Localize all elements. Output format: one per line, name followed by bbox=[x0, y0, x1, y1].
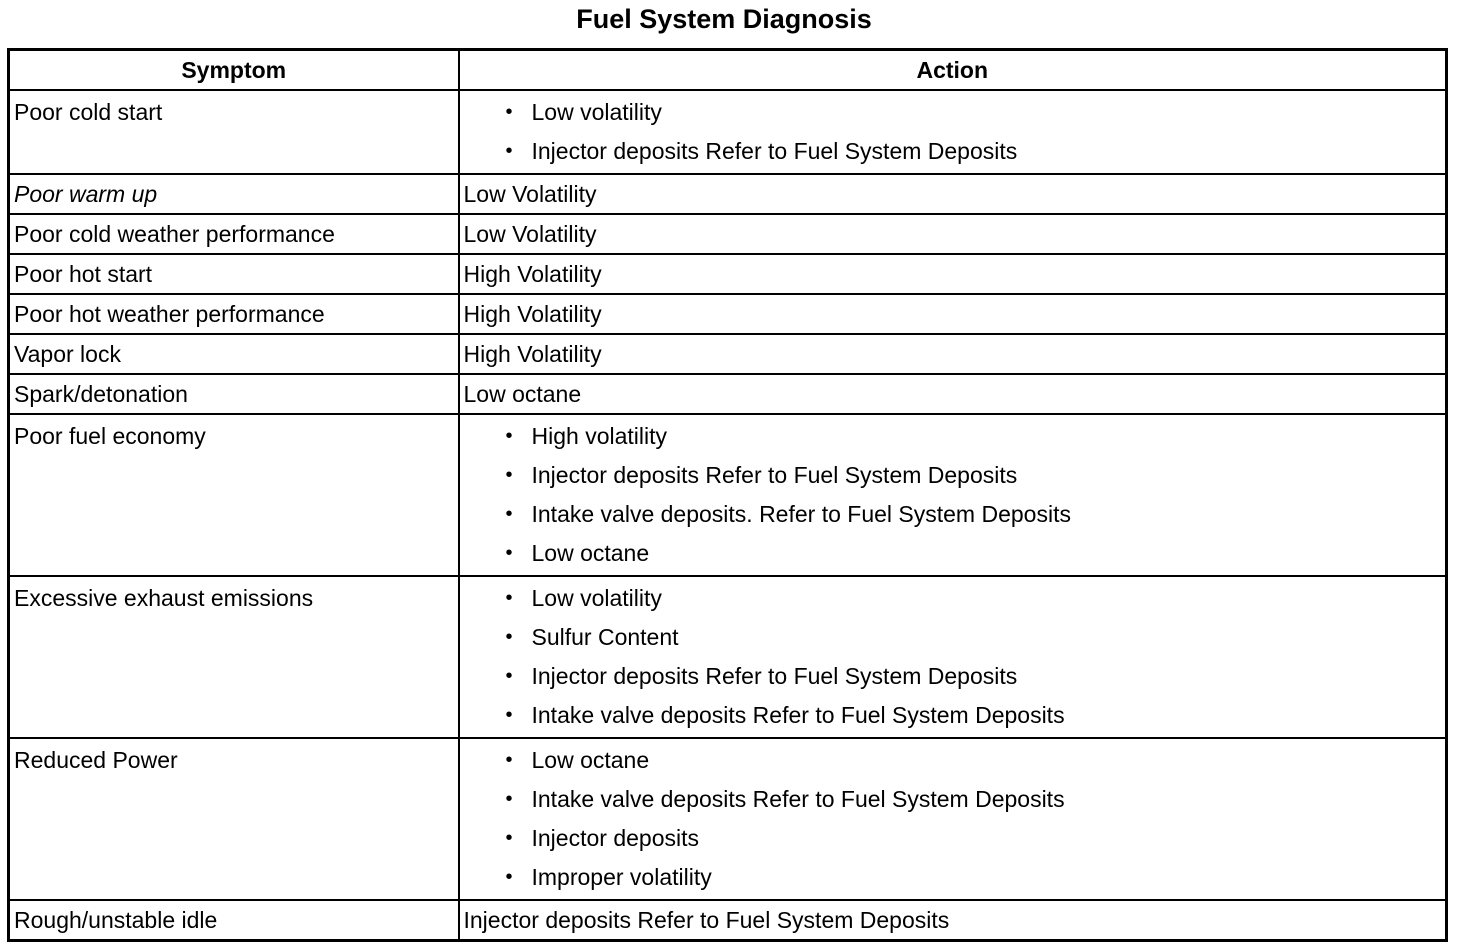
bullet-icon: • bbox=[505, 464, 513, 486]
list-item bbox=[502, 819, 1442, 858]
bullet-icon: • bbox=[505, 749, 513, 771]
action-text: Intake valve deposits. Refer to Fuel System Deposits bbox=[531, 501, 1071, 527]
bullet-icon: • bbox=[505, 503, 513, 525]
table-row bbox=[9, 576, 1447, 738]
table-header-row bbox=[9, 50, 1447, 91]
symptom-cell: Poor cold start bbox=[9, 90, 459, 174]
symptom-cell: Poor hot start bbox=[9, 254, 459, 294]
action-text: Injector deposits Refer to Fuel System Deposits bbox=[531, 462, 1018, 488]
action-text: Sulfur Content bbox=[531, 624, 679, 650]
action-text: Low octane bbox=[531, 747, 650, 773]
list-item bbox=[502, 618, 1442, 657]
symptom-cell: Poor fuel economy bbox=[9, 414, 459, 576]
action-cell: Low octane bbox=[459, 374, 1447, 414]
bullet-icon: • bbox=[505, 101, 513, 123]
symptom-cell: Reduced Power bbox=[9, 738, 459, 900]
table-row bbox=[9, 900, 1447, 941]
symptom-cell: Poor hot weather performance bbox=[9, 294, 459, 334]
symptom-cell: Excessive exhaust emissions bbox=[9, 576, 459, 738]
action-cell: High Volatility bbox=[459, 294, 1447, 334]
table-row bbox=[9, 254, 1447, 294]
diagnosis-table bbox=[7, 48, 1448, 942]
bullet-icon: • bbox=[505, 542, 513, 564]
action-cell: High Volatility bbox=[459, 254, 1447, 294]
action-cell: Low Volatility bbox=[459, 174, 1447, 214]
action-cell: High Volatility bbox=[459, 334, 1447, 374]
bullet-icon: • bbox=[505, 425, 513, 447]
table-row bbox=[9, 294, 1447, 334]
action-text: Injector deposits Refer to Fuel System Deposits bbox=[531, 663, 1018, 689]
list-item bbox=[502, 93, 1442, 132]
action-text: Injector deposits Refer to Fuel System Deposits bbox=[531, 138, 1018, 164]
action-text: High volatility bbox=[531, 423, 667, 449]
action-list bbox=[464, 93, 1442, 171]
symptom-cell: Vapor lock bbox=[9, 334, 459, 374]
list-item bbox=[502, 495, 1442, 534]
table-row bbox=[9, 374, 1447, 414]
bullet-icon: • bbox=[505, 140, 513, 162]
list-item bbox=[502, 417, 1442, 456]
action-cell bbox=[459, 414, 1447, 576]
bullet-icon: • bbox=[505, 665, 513, 687]
list-item bbox=[502, 132, 1442, 171]
symptom-cell: Poor cold weather performance bbox=[9, 214, 459, 254]
action-cell: Injector deposits Refer to Fuel System Deposits bbox=[459, 900, 1447, 941]
action-text: Intake valve deposits Refer to Fuel System Deposits bbox=[531, 702, 1065, 728]
symptom-cell: Poor warm up bbox=[9, 174, 459, 214]
action-text: Intake valve deposits Refer to Fuel System Deposits bbox=[531, 786, 1065, 812]
action-text: Low volatility bbox=[531, 99, 662, 125]
table-row bbox=[9, 334, 1447, 374]
page-title: Fuel System Diagnosis bbox=[576, 4, 872, 34]
bullet-icon: • bbox=[505, 587, 513, 609]
header-symptom: Symptom bbox=[9, 50, 459, 91]
bullet-icon: • bbox=[505, 788, 513, 810]
action-list bbox=[464, 741, 1442, 897]
action-text: Low volatility bbox=[531, 585, 662, 611]
table-row bbox=[9, 738, 1447, 900]
bullet-icon: • bbox=[505, 626, 513, 648]
symptom-cell: Spark/detonation bbox=[9, 374, 459, 414]
list-item bbox=[502, 534, 1442, 573]
symptom-cell: Rough/unstable idle bbox=[9, 900, 459, 941]
action-text: Injector deposits bbox=[531, 825, 699, 851]
list-item bbox=[502, 579, 1442, 618]
bullet-icon: • bbox=[505, 704, 513, 726]
action-cell bbox=[459, 90, 1447, 174]
table-row bbox=[9, 90, 1447, 174]
bullet-icon: • bbox=[505, 827, 513, 849]
list-item bbox=[502, 858, 1442, 897]
table-row bbox=[9, 414, 1447, 576]
list-item bbox=[502, 741, 1442, 780]
action-cell bbox=[459, 738, 1447, 900]
list-item bbox=[502, 456, 1442, 495]
list-item bbox=[502, 780, 1442, 819]
table-row bbox=[9, 174, 1447, 214]
table-row bbox=[9, 214, 1447, 254]
list-item bbox=[502, 657, 1442, 696]
action-text: Improper volatility bbox=[531, 864, 712, 890]
action-cell bbox=[459, 576, 1447, 738]
action-list bbox=[464, 417, 1442, 573]
header-action: Action bbox=[459, 50, 1447, 91]
action-cell: Low Volatility bbox=[459, 214, 1447, 254]
action-text: Low octane bbox=[531, 540, 650, 566]
list-item bbox=[502, 696, 1442, 735]
bullet-icon: • bbox=[505, 866, 513, 888]
action-list bbox=[464, 579, 1442, 735]
